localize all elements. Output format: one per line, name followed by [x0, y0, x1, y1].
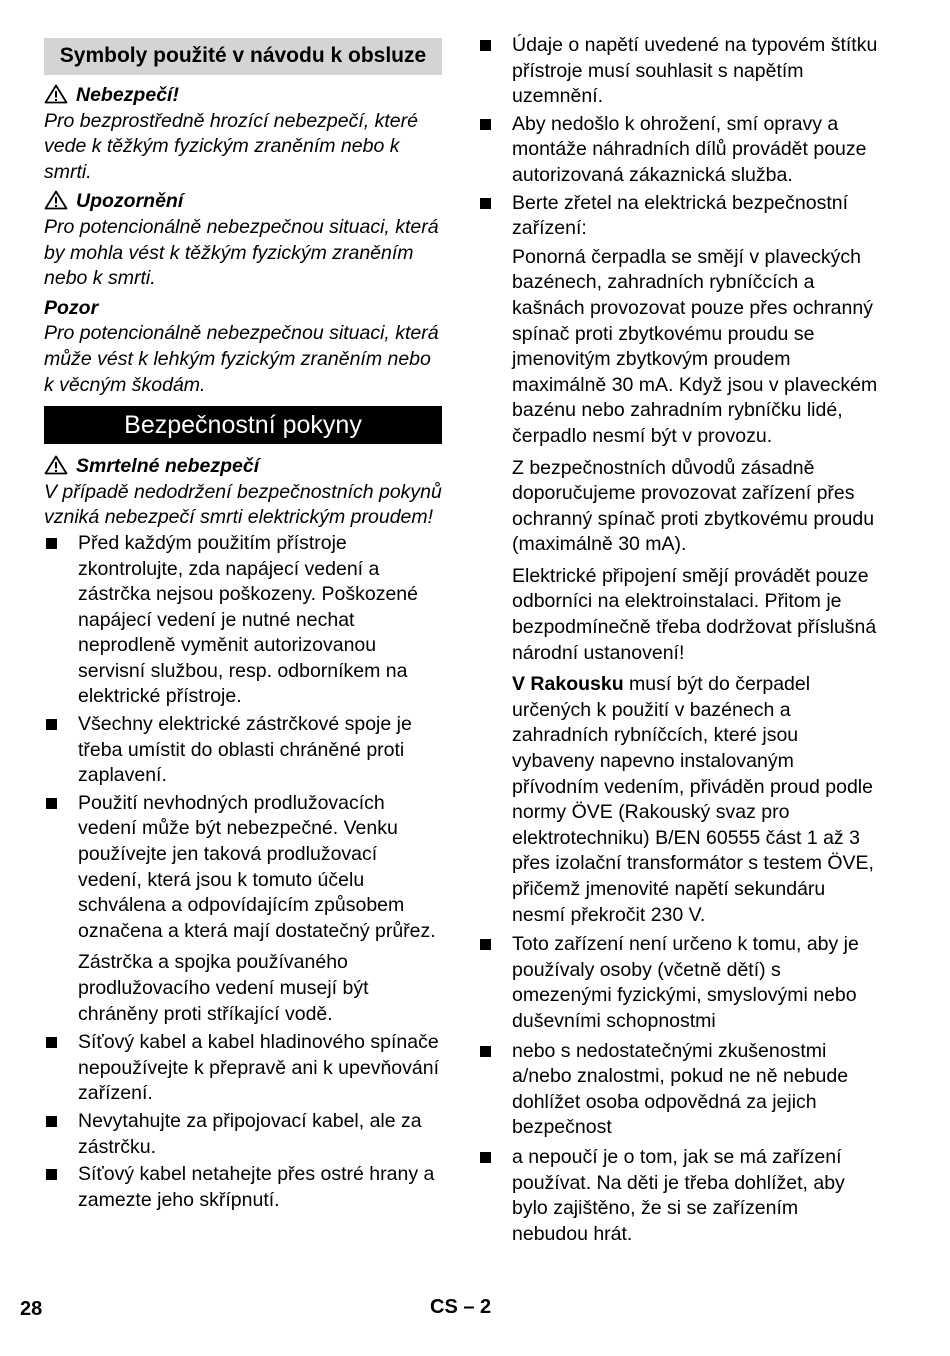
list-item-text: a nepoučí je o tom, jak se má zařízení používat. Na děti je třeba dohlížet, aby bylo zajištěno, že si se zařízením nebudou hrát. [512, 1145, 845, 1245]
bullet-square-icon [480, 939, 491, 950]
list-item-text: Berte zřetel na elektrická bezpečnostní zařízení: [512, 191, 849, 240]
list-item-text: nebo s nedostatečnými zkušenostmi a/nebo znalostmi, pokud ne ně nebude dohlížet osoba odpovědná za jejich bezpečnost [512, 1039, 849, 1139]
list-item [44, 1109, 442, 1160]
symbols-heading: Symboly použité v návodu k obsluze [44, 38, 442, 75]
bullet-square-icon [480, 198, 491, 209]
bullet-square-icon [46, 1116, 57, 1127]
list-item [44, 791, 442, 945]
right-column [478, 33, 878, 1249]
list-item [44, 712, 442, 789]
left-column [44, 33, 442, 1215]
mortal-danger-text: V případě nedodržení bezpečnostních pokynů vzniká nebezpečí smrti elektrickým proudem! [44, 480, 442, 529]
list-item-text: Všechny elektrické zástrčkové spoje je třeba umístit do oblasti chráněné proti zaplavení. [78, 713, 412, 787]
list-item-text: Před každým použitím přístroje zkontrolujte, zda napájecí vedení a zástrčka nejsou poškozeny. Poškozené napájecí vedení je nutné nechat neprodleně vyměnit autorizovanou servisní službou, resp. odborníkem na elektrické přístroje. [78, 531, 418, 708]
caution-text: Pro potencionálně nebezpečnou situaci, která může vést k lehkým fyzickým zraněním nebo k věcným škodám. [44, 322, 439, 396]
list-item [44, 1030, 442, 1107]
danger-text: Pro bezprostředně hrozící nebezpečí, které vede k těžkým fyzickým zraněním nebo k smrti. [44, 109, 418, 183]
list-item [478, 1039, 878, 1141]
paragraph: Z bezpečnostních důvodů zásadně doporučujeme provozovat zařízení přes ochranný spínač proti zbytkovému proudu (maximálně 30 mA). [512, 456, 875, 556]
list-item-text: Síťový kabel a kabel hladinového spínače nepoužívejte k přepravě ani k upevňování zařízení. [78, 1031, 439, 1105]
list-item-text: Toto zařízení není určeno k tomu, aby je používaly osoby (včetně dětí) s omezenými fyzickými, smyslovými nebo duševními schopnostmi [512, 933, 859, 1032]
austria-text: musí být do čerpadel určených k použití v bazénech a zahradních rybníčcích, které jsou vybaveny napevno instalovaným přívodním vedením, přiváděn proud podle normy ÖVE (Rakouský svaz pro elektrotechniku) B/EN 60555 část 1 až 3 přes izolační transformátor s testem ÖVE, přičemž jmenovité napětí sekundáru nesmí překročit 230 V. [512, 673, 874, 926]
list-item [44, 531, 442, 710]
warning-signal [44, 189, 442, 215]
list-item-text: Použití nevhodných prodlužovacích vedení může být nebezpečné. Venku používejte jen taková prodlužovací vedení, která jsou k tomuto účelu schválena a odpovídajícím způsobem označena a která mají dostatečný průřez. [78, 791, 436, 942]
warning-title: Upozornění [76, 190, 184, 213]
list-item-continuation: Zástrčka a spojka používaného prodlužovacího vedení musejí být chráněny proti stříkající vodě. [78, 951, 369, 1025]
warning-triangle-icon [44, 190, 68, 210]
page-number: 28 [20, 1298, 43, 1320]
bullet-square-icon [46, 719, 57, 730]
warning-triangle-icon [44, 455, 68, 475]
bullet-square-icon [480, 1152, 491, 1163]
bullet-square-icon [480, 119, 491, 130]
caution-title: Pozor [44, 296, 99, 319]
bullet-square-icon [480, 40, 491, 51]
list-item-text: Údaje o napětí uvedené na typovém štítku přístroje musí souhlasit s napětím uzemnění. [512, 34, 878, 108]
austria-paragraph [478, 672, 878, 928]
list-item-text: Nevytahujte za připojovací kabel, ale za zástrčku. [78, 1109, 422, 1158]
section-code: CS – 2 [430, 1296, 492, 1318]
mortal-danger-signal [44, 454, 442, 480]
austria-bold: V Rakousku [512, 673, 624, 696]
list-item [44, 1162, 442, 1213]
warning-text: Pro potencionálně nebezpečnou situaci, která by mohla vést k těžkým fyzickým zraněním nebo k smrti. [44, 215, 439, 290]
bullet-square-icon [46, 538, 57, 549]
list-item [478, 33, 878, 110]
paragraph: Ponorná čerpadla se smějí v plaveckých bazénech, zahradních rybníčcích a kašnách provozovat pouze přes ochranný spínač proti zbytkovému proudu se jmenovitým zbytkovým proudem maximálně 30 mA. Když jsou v plaveckém bazénu nebo zahradním rybníčku lidé, čerpadlo nesmí být v provozu. [512, 245, 878, 447]
list-item [478, 1145, 878, 1247]
list-item [478, 191, 878, 242]
list-item [478, 932, 878, 1034]
danger-title: Nebezpečí! [76, 84, 179, 106]
warning-triangle-icon [44, 84, 68, 104]
bullet-square-icon [46, 798, 57, 809]
list-item-text: Síťový kabel netahejte přes ostré hrany a zamezte jeho skřípnutí. [78, 1163, 435, 1211]
mortal-danger-title: Smrtelné nebezpečí [76, 455, 260, 478]
list-item-text: Aby nedošlo k ohrožení, smí opravy a montáže náhradních dílů provádět pouze autorizovaná zákaznická služba. [512, 112, 867, 186]
paragraph: Elektrické připojení smějí provádět pouze odborníci na elektroinstalaci. Přitom je bezpodmínečně třeba dodržovat příslušná národní ustanovení! [512, 564, 877, 664]
list-item [478, 112, 878, 189]
bullet-square-icon [46, 1037, 57, 1048]
bullet-square-icon [46, 1169, 57, 1180]
safety-heading: Bezpečnostní pokyny [44, 406, 442, 444]
bullet-square-icon [480, 1046, 491, 1057]
danger-signal [44, 83, 442, 109]
